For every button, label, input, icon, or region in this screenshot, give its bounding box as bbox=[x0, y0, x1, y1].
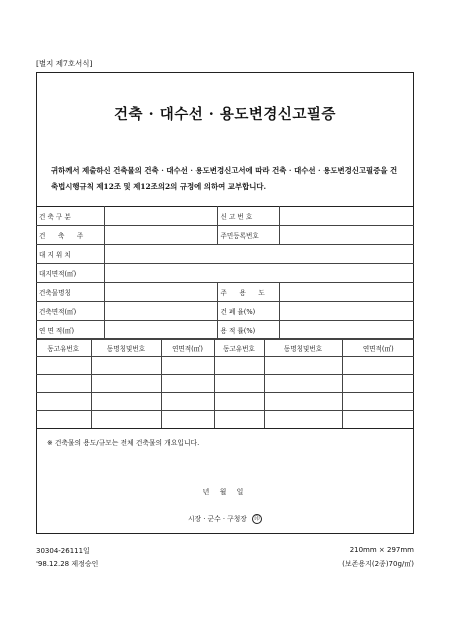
certificate-frame bbox=[36, 72, 414, 534]
label-building-name: 건축물명칭 bbox=[36, 283, 104, 302]
value-owner[interactable] bbox=[104, 226, 217, 245]
label-building-area: 건축면적(㎡) bbox=[36, 302, 104, 321]
table-row bbox=[36, 375, 414, 393]
table-cell[interactable] bbox=[91, 375, 161, 393]
signer-line bbox=[37, 513, 413, 524]
table-cell[interactable] bbox=[91, 357, 161, 375]
table-cell[interactable] bbox=[342, 411, 414, 429]
value-site-area[interactable] bbox=[104, 264, 414, 283]
info-table bbox=[36, 206, 414, 340]
header-cell: 연면적(㎡) bbox=[342, 339, 414, 357]
value-use[interactable] bbox=[279, 283, 414, 302]
table-cell[interactable] bbox=[264, 411, 342, 429]
table-cell[interactable] bbox=[36, 393, 91, 411]
table-cell[interactable] bbox=[36, 411, 91, 429]
table-cell[interactable] bbox=[342, 375, 414, 393]
note-text: ※ 건축물의 용도/규모는 전체 건축물의 개요입니다. bbox=[47, 439, 200, 447]
table-row bbox=[36, 411, 414, 429]
table-cell[interactable] bbox=[342, 393, 414, 411]
label-total-floor-area: 연 면 적(㎡) bbox=[36, 321, 104, 340]
table-cell[interactable] bbox=[91, 393, 161, 411]
label-category: 건 축 구 분 bbox=[36, 207, 104, 226]
value-report-no[interactable] bbox=[279, 207, 414, 226]
table-row bbox=[36, 357, 414, 375]
table-cell[interactable] bbox=[214, 393, 264, 411]
signer-text: 시장 · 군수 · 구청장 bbox=[187, 515, 247, 523]
label-location: 대 지 위 치 bbox=[36, 245, 104, 264]
header-cell: 연면적(㎡) bbox=[161, 339, 214, 357]
footer-approval: '98.12.28 제정승인 bbox=[36, 560, 99, 568]
table-cell[interactable] bbox=[264, 357, 342, 375]
value-location[interactable] bbox=[104, 245, 414, 264]
header-cell: 동고유번호 bbox=[214, 339, 264, 357]
seal-icon: 印 bbox=[252, 514, 262, 524]
label-floor-area-ratio: 용 적 률(%) bbox=[217, 321, 279, 340]
label-site-area: 대지면적(㎡) bbox=[36, 264, 104, 283]
value-category[interactable] bbox=[104, 207, 217, 226]
footer-paper: (보존용지(2종)70g/㎡) bbox=[342, 560, 414, 568]
table-cell[interactable] bbox=[264, 375, 342, 393]
intro-text: 귀하께서 제출하신 건축물의 건축 · 대수선 · 용도변경신고서에 따라 건축 · 대수선 · 용도변경신고필증을 건축법시행규칙 제12조 및 제12조의2의 규정에 의하여 교부합니다. bbox=[51, 166, 398, 191]
label-coverage-ratio: 건 폐 율(%) bbox=[217, 302, 279, 321]
table-cell[interactable] bbox=[264, 393, 342, 411]
header-cell: 동명칭및번호 bbox=[91, 339, 161, 357]
footer-size: 210mm × 297mm bbox=[349, 546, 414, 554]
label-resident-no: 주민등록번호 bbox=[217, 226, 279, 245]
value-total-floor-area[interactable] bbox=[104, 321, 217, 340]
page-title: 건축 · 대수선 · 용도변경신고필증 bbox=[114, 106, 336, 123]
header-cell: 동고유번호 bbox=[36, 339, 91, 357]
building-table bbox=[36, 338, 414, 429]
table-cell[interactable] bbox=[36, 357, 91, 375]
table-cell[interactable] bbox=[161, 357, 214, 375]
table-cell[interactable] bbox=[161, 393, 214, 411]
label-use: 주 용 도 bbox=[217, 283, 279, 302]
value-resident-no[interactable] bbox=[279, 226, 414, 245]
value-floor-area-ratio[interactable] bbox=[279, 321, 414, 340]
date-line: 년 월 일 bbox=[202, 488, 248, 496]
header-cell: 동명칭및번호 bbox=[264, 339, 342, 357]
table-cell[interactable] bbox=[91, 411, 161, 429]
table-cell[interactable] bbox=[36, 375, 91, 393]
table-cell[interactable] bbox=[214, 357, 264, 375]
table-cell[interactable] bbox=[342, 357, 414, 375]
label-owner: 건 축 주 bbox=[36, 226, 104, 245]
building-table-header bbox=[36, 339, 414, 357]
footer-code: 30304-26111일 bbox=[36, 547, 90, 555]
table-cell[interactable] bbox=[161, 411, 214, 429]
value-building-area[interactable] bbox=[104, 302, 217, 321]
value-coverage-ratio[interactable] bbox=[279, 302, 414, 321]
value-building-name[interactable] bbox=[104, 283, 217, 302]
table-cell[interactable] bbox=[214, 411, 264, 429]
label-report-no: 신 고 번 호 bbox=[217, 207, 279, 226]
table-row bbox=[36, 393, 414, 411]
form-label: [별지 제7호서식] bbox=[36, 59, 93, 68]
table-cell[interactable] bbox=[161, 375, 214, 393]
table-cell[interactable] bbox=[214, 375, 264, 393]
